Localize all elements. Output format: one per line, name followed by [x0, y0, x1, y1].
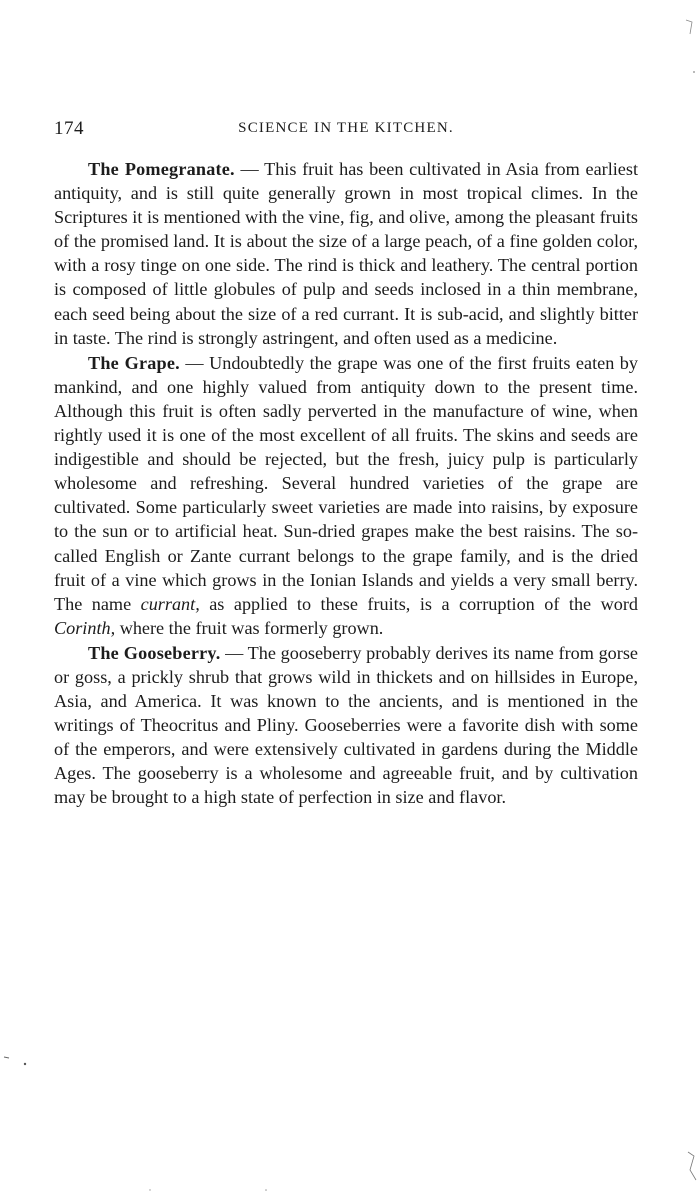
entry-grape: The Grape. — Undoubtedly the grape was one of the first fruits eaten by mankind, and one highly valued from antiquity down to the present time. Although this fruit is often sadly perverted in the manufacture of wine, when rightly used it is one of the most excellent of all fruits. The skins and seeds are indigestible and should be rejected, but the fresh, juicy pulp is particularly wholesome and refreshing. Several hundred varieties of the grape are cultivated. Some particularly sweet varieties are made into raisins, by exposure to the sun or to artificial heat. Sun-dried grapes make the best raisins. The so-called English or Zante currant belongs to the grape family, and is the dried fruit of a vine which grows in the Ionian Islands and yields a very small berry. The name currant, as applied to these fruits, is a corruption of the word Corinth, where the fruit was formerly grown. [54, 352, 638, 638]
page-number: 174 [54, 118, 84, 139]
entry-gooseberry: The Gooseberry. — The gooseberry probably derives its name from gorse or goss, a prickly shrub that grows wild in thickets and on hillsides in Europe, Asia, and America. It was known to the ancients, and is mentioned in the writings of Theocritus and Pliny. Gooseberries were a favorite dish with some of the emperors, and were extensively cultivated in gardens during the Middle Ages. The gooseberry is a wholesome and agreeable fruit, and by cultivation may be brought to a high state of perfection in size and flavor. [54, 642, 638, 808]
italic-term: Corinth, [54, 617, 116, 638]
entry-heading: The Grape. [88, 352, 180, 373]
entry-body: This fruit has been cultivated in Asia from earliest antiquity, and is still quite generally grown in most tropical climes. In the Scriptures it is mentioned with the vine, fig, and olive, among the pleasant fruits of the promised land. It is about the size of a large peach, of a fine golden color, with a rosy tinge on one side. The rind is thick and leathery. The central portion is composed of little globules of pulp and seeds inclosed in a thin membrane, each seed being about the size of a red currant. It is sub-acid, and slightly bitter in taste. The rind is strongly astringent, and often used as a medicine. [54, 159, 639, 348]
entry-heading: The Gooseberry. [88, 642, 221, 663]
entry-pomegranate: The Pomegranate. — This fruit has been cultivated in Asia from earliest antiquity, and is still quite generally grown in most tropical climes. In the Scriptures it is mentioned with the vine, fig, and olive, among the pleasant fruits of the promised land. It is about the size of a large peach, of a fine golden color, with a rosy tinge on one side. The rind is thick and leathery. The central portion is composed of little globules of pulp and seeds inclosed in a thin membrane, each seed being about the size of a red currant. It is sub-acid, and slightly bitter in taste. The rind is strongly astringent, and often used as a medicine. [54, 159, 639, 348]
body-text [54, 157, 638, 810]
entry-body: The gooseberry probably derives its name from gorse or goss, a prickly shrub that grows wild in thickets and on hillsides in Europe, Asia, and America. It was known to the ancients, and is mentioned in the writings of Theocritus and Pliny. Gooseberries were a favorite dish with some of the emperors, and were extensively cultivated in gardens during the Middle Ages. The gooseberry is a wholesome and agreeable fruit, and by cultivation may be brought to a high state of perfection in size and flavor. [54, 642, 638, 808]
entry-body: Undoubtedly the grape was one of the first fruits eaten by mankind, and one highly valued from antiquity down to the present time. Although this fruit is often sadly perverted in the manufacture of wine, when rightly used it is one of the most excellent of all fruits. The skins and seeds are indigestible and should be rejected, but the fresh, juicy pulp is particularly wholesome and refreshing. Several hundred varieties of the grape are cultivated. Some particularly sweet varieties are made into raisins, by exposure to the sun or to artificial heat. Sun-dried grapes make the best raisins. The so-called English or Zante currant belongs to the grape family, and is the dried fruit of a vine which grows in the Ionian Islands and yields a very small berry. The name currant, as applied to these fruits, is a corruption of the word Corinth, where the fruit was formerly grown. [54, 352, 638, 638]
running-title: SCIENCE IN THE KITCHEN. [238, 120, 454, 136]
italic-term: currant, [140, 593, 200, 614]
running-head [54, 118, 638, 142]
entry-heading: The Pomegranate. [88, 159, 235, 179]
